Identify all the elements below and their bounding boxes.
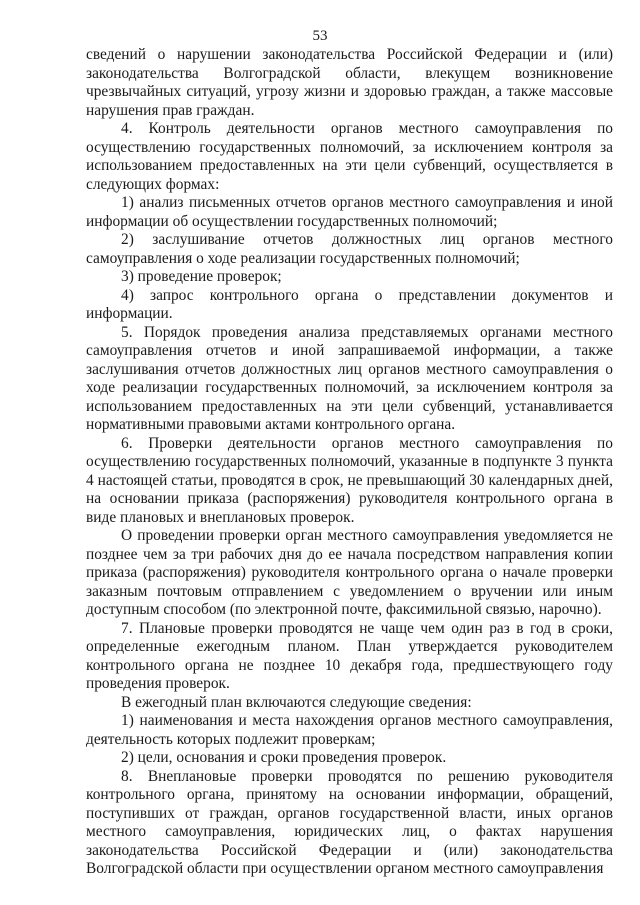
paragraph: 4. Контроль деятельности органов местного самоуправления по осуществлению государственных полномочий, за исключением контроля за использованием предоставленных на эти цели субвенций, осуществляется в следующих формах: (86, 120, 613, 193)
document-body (86, 46, 613, 879)
paragraph: О проведении проверки орган местного самоуправления уведомляется не позднее чем за три рабочих дня до ее начала посредством направления копии приказа (распоряжения) руководителя контрольного органа о начале проверки заказным почтовым отправлением с уведомлением о вручении или иным доступным способом (по электронной почте, факсимильной связью, нарочно). (86, 527, 613, 618)
paragraph: 2) заслушивание отчетов должностных лиц органов местного самоуправления о ходе реализации государственных полномочий; (86, 231, 613, 267)
paragraph: 6. Проверки деятельности органов местного самоуправления по осуществлению государственных полномочий, указанные в подпункте 3 пункта 4 настоящей статьи, проводятся в срок, не превышающий 30 календарных дней, на основании приказа (распоряжения) руководителя контрольного органа в виде плановых и внеплановых проверок. (86, 434, 613, 526)
paragraph: В ежегодный план включаются следующие сведения: (121, 693, 472, 711)
paragraph: 1) наименования и места нахождения органов местного самоуправления, деятельность которых подлежит проверкам; (86, 712, 613, 748)
paragraph: 3) проведение проверок; (121, 268, 282, 285)
paragraph: сведений о нарушении законодательства Российской Федерации и (или) законодательства Волгоградской области, влекущем возникновение чрезвычайных ситуаций, угрозу жизни и здоровью граждан, а также массовые нарушения прав граждан. (86, 46, 613, 119)
paragraph: 5. Порядок проведения анализа представляемых органами местного самоуправления отчетов и иной запрашиваемой информации, а также заслушивания отчетов должностных лиц органов местного самоуправления о ходе реализации государственных полномочий, за исключением контроля за использованием предоставленных на эти цели субвенций, устанавливается нормативными правовыми актами контрольного органа. (86, 323, 613, 433)
paragraph: 7. Плановые проверки проводятся не чаще чем один раз в год в сроки, определенные ежегодным планом. План утверждается руководителем контрольного органа не позднее 10 декабря года, предшествующего году проведения проверок. (86, 619, 613, 692)
paragraph: 2) цели, основания и сроки проведения проверок. (121, 749, 447, 766)
paragraph: 4) запрос контрольного органа о представлении документов и информации. (86, 286, 613, 322)
paragraph: 1) анализ письменных отчетов органов местного самоуправления и иной информации об осуществлении государственных полномочий; (86, 194, 613, 230)
paragraph: 8. Внеплановые проверки проводятся по решению руководителя контрольного органа, принятому на основании информации, обращений, поступивших от граждан, органов государственной власти, иных органов местного самоуправления, юридических лиц, о фактах нарушения законодательства Российской Федерации и (или) законодательства Волгоградской области при осуществлении органом местного самоуправления (86, 767, 613, 877)
page-number: 53 (312, 28, 328, 44)
